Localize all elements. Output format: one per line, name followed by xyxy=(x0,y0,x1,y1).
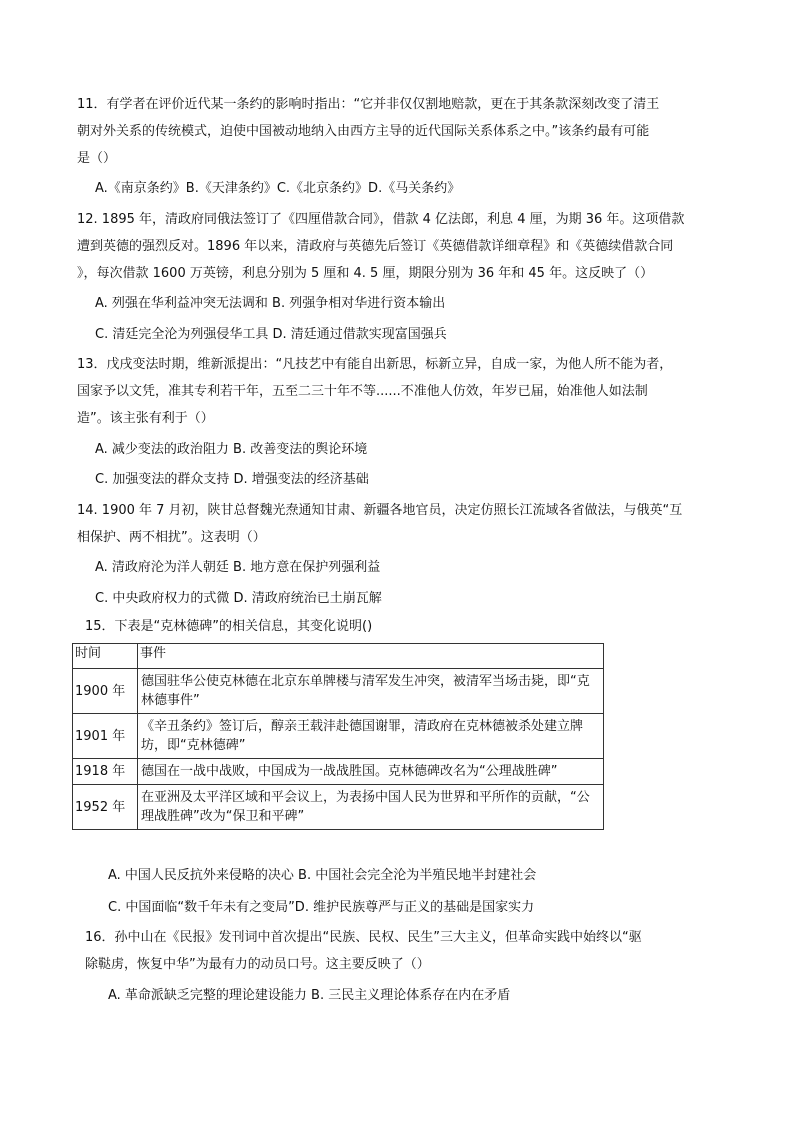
row-event: 德国在一战中战败，中国成为一战战胜国。克林德碑改名为“公理战胜碑” xyxy=(138,759,604,785)
q13-options-ab: A. 减少变法的政治阻力 B. 改善变法的舆论环境 xyxy=(95,442,368,457)
q16-options-ab: A. 革命派缺乏完整的理论建设能力 B. 三民主义理论体系存在内在矛盾 xyxy=(108,988,511,1003)
q11-stem-line1: 11．有学者在评价近代某一条约的影响时指出：“它并非仅仅割地赔款，更在于其条款深刻改变了清王 xyxy=(77,97,660,112)
q14-stem-line2: 相保护、两不相扰”。这表明（） xyxy=(77,530,266,545)
q14-options-ab: A. 清政府沦为洋人朝廷 B. 地方意在保护列强利益 xyxy=(95,560,381,575)
table-row xyxy=(73,759,604,785)
row-event: 在亚洲及太平洋区域和平会议上，为表扬中国人民为世界和平所作的贡献，“公理战胜碑”改为“保卫和平碑” xyxy=(138,785,604,830)
q14-stem-line1: 14. 1900 年 7 月初，陕甘总督魏光焘通知甘肃、新疆各地官员，决定仿照长江流域各省做法，与俄英“互 xyxy=(77,503,683,518)
row-year: 1900 年 xyxy=(73,669,138,714)
q13-stem-line3: 造”。该主张有利于（） xyxy=(77,411,214,426)
q16-stem-line2: 除鞑虏，恢复中华”为最有力的动员口号。这主要反映了（） xyxy=(85,957,430,972)
row-event: 《辛丑条约》签订后，醇亲王载沣赴德国谢罪，清政府在克林德被杀处建立牌坊，即“克林德碑” xyxy=(138,714,604,759)
q11-stem-line2: 朝对外关系的传统模式，迫使中国被动地纳入由西方主导的近代国际关系体系之中。”该条约最有可能 xyxy=(77,124,650,139)
q13-stem-line2: 国家予以文凭，准其专利若干年，五至二三十年不等......不准他人仿效，年岁已届，始准他人如法制 xyxy=(77,384,648,399)
q15-options-cd: C. 中国面临“数千年未有之变局”D. 维护民族尊严与正义的基础是国家实力 xyxy=(108,900,535,915)
row-year: 1901 年 xyxy=(73,714,138,759)
q11-stem-line3: 是（） xyxy=(77,151,117,166)
table-row xyxy=(73,785,604,830)
q12-options-cd: C. 清廷完全沦为列强侵华工具 D. 清廷通过借款实现富国强兵 xyxy=(95,327,447,342)
q15-options-ab: A. 中国人民反抗外来侵略的决心 B. 中国社会完全沦为半殖民地半封建社会 xyxy=(108,868,537,883)
q13-options-cd: C. 加强变法的群众支持 D. 增强变法的经济基础 xyxy=(95,472,369,487)
q14-options-cd: C. 中央政府权力的式微 D. 清政府统治已土崩瓦解 xyxy=(95,591,382,606)
q16-stem-line1: 16．孙中山在《民报》发刊词中首次提出“民族、民权、民生”三大主义，但革命实践中始终以“驱 xyxy=(85,930,642,945)
q13-stem-line1: 13．戊戌变法时期，维新派提出：“凡技艺中有能自出新思，标新立异，自成一家，为他人所不能为者， xyxy=(77,357,673,372)
q11-options: A.《南京条约》B.《天津条约》C.《北京条约》D.《马关条约》 xyxy=(95,181,461,196)
q12-stem-line3: 》，每次借款 1600 万英镑，利息分别为 5 厘和 4. 5 厘，期限分别为 36 年和 45 年。这反映了（） xyxy=(77,266,654,281)
row-year: 1918 年 xyxy=(73,759,138,785)
row-event: 德国驻华公使克林德在北京东单牌楼与清军发生冲突，被清军当场击毙，即“克林德事件” xyxy=(138,669,604,714)
row-year: 1952 年 xyxy=(73,785,138,830)
q15-stem: 15．下表是“克林德碑”的相关信息，其变化说明() xyxy=(85,619,373,634)
table-header-row xyxy=(73,644,604,669)
q12-stem-line1: 12. 1895 年，清政府同俄法签订了《四厘借款合同》，借款 4 亿法郎，利息 4 厘，为期 36 年。这项借款 xyxy=(77,212,685,227)
table-row xyxy=(73,669,604,714)
q15-table xyxy=(72,643,604,830)
table-header-event: 事件 xyxy=(138,644,604,669)
q12-stem-line2: 遭到英德的强烈反对。1896 年以来，清政府与英德先后签订《英德借款详细章程》和《英德续借款合同 xyxy=(77,239,674,254)
table-row xyxy=(73,714,604,759)
q12-options-ab: A. 列强在华利益冲突无法调和 B. 列强争相对华进行资本输出 xyxy=(95,296,446,311)
table-header-time: 时间 xyxy=(73,644,138,669)
